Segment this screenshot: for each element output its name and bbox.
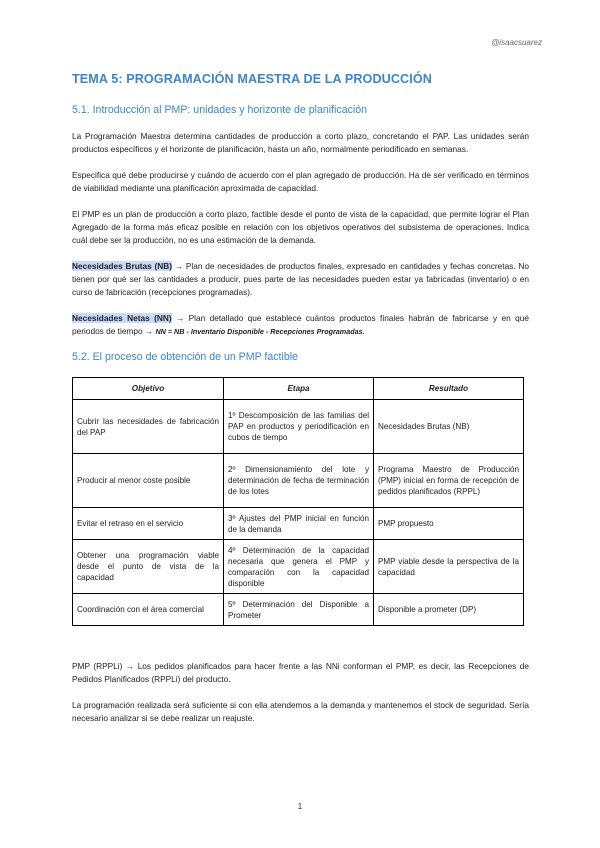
table-row — [73, 400, 524, 454]
paragraph-3: El PMP es un plan de producción a corto plazo, factible desde el punto de vista de la capacidad, que permite lograr el Plan Agregado de la forma más eficaz posible en relación con los objetivos operativos del subsistema de operaciones. Indica cuál debe ser la producción, no es una estimación de la demanda. — [72, 209, 529, 245]
table-cell: Obtener una programación viable desde el punto de vista de la capacidad — [73, 540, 224, 594]
table-cell: Cubrir las necesidades de fabricación del PAP — [73, 400, 224, 454]
table-cell: 2º Dimensionamiento del lote y determinación de fecha de terminación de los lotes — [224, 454, 374, 508]
author-handle: @isaacsuarez — [491, 38, 542, 47]
table-cell: Programa Maestro de Producción (PMP) inicial en forma de recepción de pedidos planificados (RPPL) — [374, 454, 524, 508]
table-header: Objetivo — [73, 378, 224, 400]
table-cell: Coordinación con el área comercial — [73, 594, 224, 626]
table-header: Etapa — [224, 378, 374, 400]
table-cell: 3º Ajustes del PMP inicial en función de la demanda — [224, 508, 374, 540]
table-cell: Necesidades Brutas (NB) — [374, 400, 524, 454]
nn-definition: → Plan detallado que establece cuántos productos finales habrán de fabricarse y en qué periodos de tiempo → — [72, 313, 529, 336]
paragraph-conclusion: La programación realizada será suficiente si con ella atendemos a la demanda y mantenemos el stock de seguridad. Sería necesario analizar si se debe realizar un reajuste. — [72, 700, 529, 723]
paragraph-pmp: PMP (RPPLi) → Los pedidos planificados para hacer frente a las NNi conforman el PMP, es decir, las Recepciones de Pedidos Planificados (RPPLi) del producto. — [72, 661, 529, 684]
table-cell: PMP viable desde la perspectiva de la capacidad — [374, 540, 524, 594]
section-2-heading: 5.2. El proceso de obtención de un PMP factible — [72, 351, 298, 363]
document-body — [72, 72, 529, 738]
paragraph-nn — [72, 312, 529, 338]
paragraph-1: La Programación Maestra determina cantidades de producción a corto plazo, concretando el PAP. Las unidades serán productos específicos y el horizonte de planificación, hasta un año, normalmente periodificado en semanas. — [72, 131, 529, 154]
section-1-heading: 5.1. Introducción al PMP: unidades y horizonte de planificación — [72, 104, 368, 116]
paragraph-2: Especifica qué debe producirse y cuándo de acuerdo con el plan agregado de producción. Ha de ser verificado en términos de viabilidad mediante una planificación aproximada de capacidad. — [72, 170, 529, 193]
table-cell: PMP propuesto — [374, 508, 524, 540]
nb-term: Necesidades Brutas (NB) — [72, 261, 173, 271]
pmp-process-table — [72, 377, 524, 626]
table-row — [73, 454, 524, 508]
table-cell: Evitar el retraso en el servicio — [73, 508, 224, 540]
nb-definition: → Plan de necesidades de productos finales, expresado en cantidades y fechas concretas. No tienen por qué ser las cantidades a producir, pues parte de las necesidades pueden estar ya fabricadas (inventario) o en curso de fabricación (recepciones programadas). — [72, 261, 530, 297]
table-cell: Disponible a prometer (DP) — [374, 594, 524, 626]
paragraph-nb — [72, 260, 529, 299]
table-row — [73, 508, 524, 540]
table-cell: 1º Descomposición de las familias del PAP en productos y periodificación en cubos de tiempo — [224, 400, 374, 454]
table-cell: Producir al menor coste posible — [73, 454, 224, 508]
table-header: Resultado — [374, 378, 524, 400]
table-cell: 5º Determinación del Disponible a Prometer — [224, 594, 374, 626]
page-number: 1 — [297, 802, 303, 811]
page-title: TEMA 5: PROGRAMACIÓN MAESTRA DE LA PRODUCCIÓN — [72, 72, 432, 86]
table-row — [73, 540, 524, 594]
nn-formula: NN = NB - Inventario Disponible - Recepciones Programadas. — [155, 327, 365, 336]
table-cell: 4º Determinación de la capacidad necesaria que genera el PMP y comparación con la capacidad disponible — [224, 540, 374, 594]
nn-term: Necesidades Netas (NN) — [72, 313, 172, 323]
table-row — [73, 594, 524, 626]
table-header-row — [73, 378, 524, 400]
